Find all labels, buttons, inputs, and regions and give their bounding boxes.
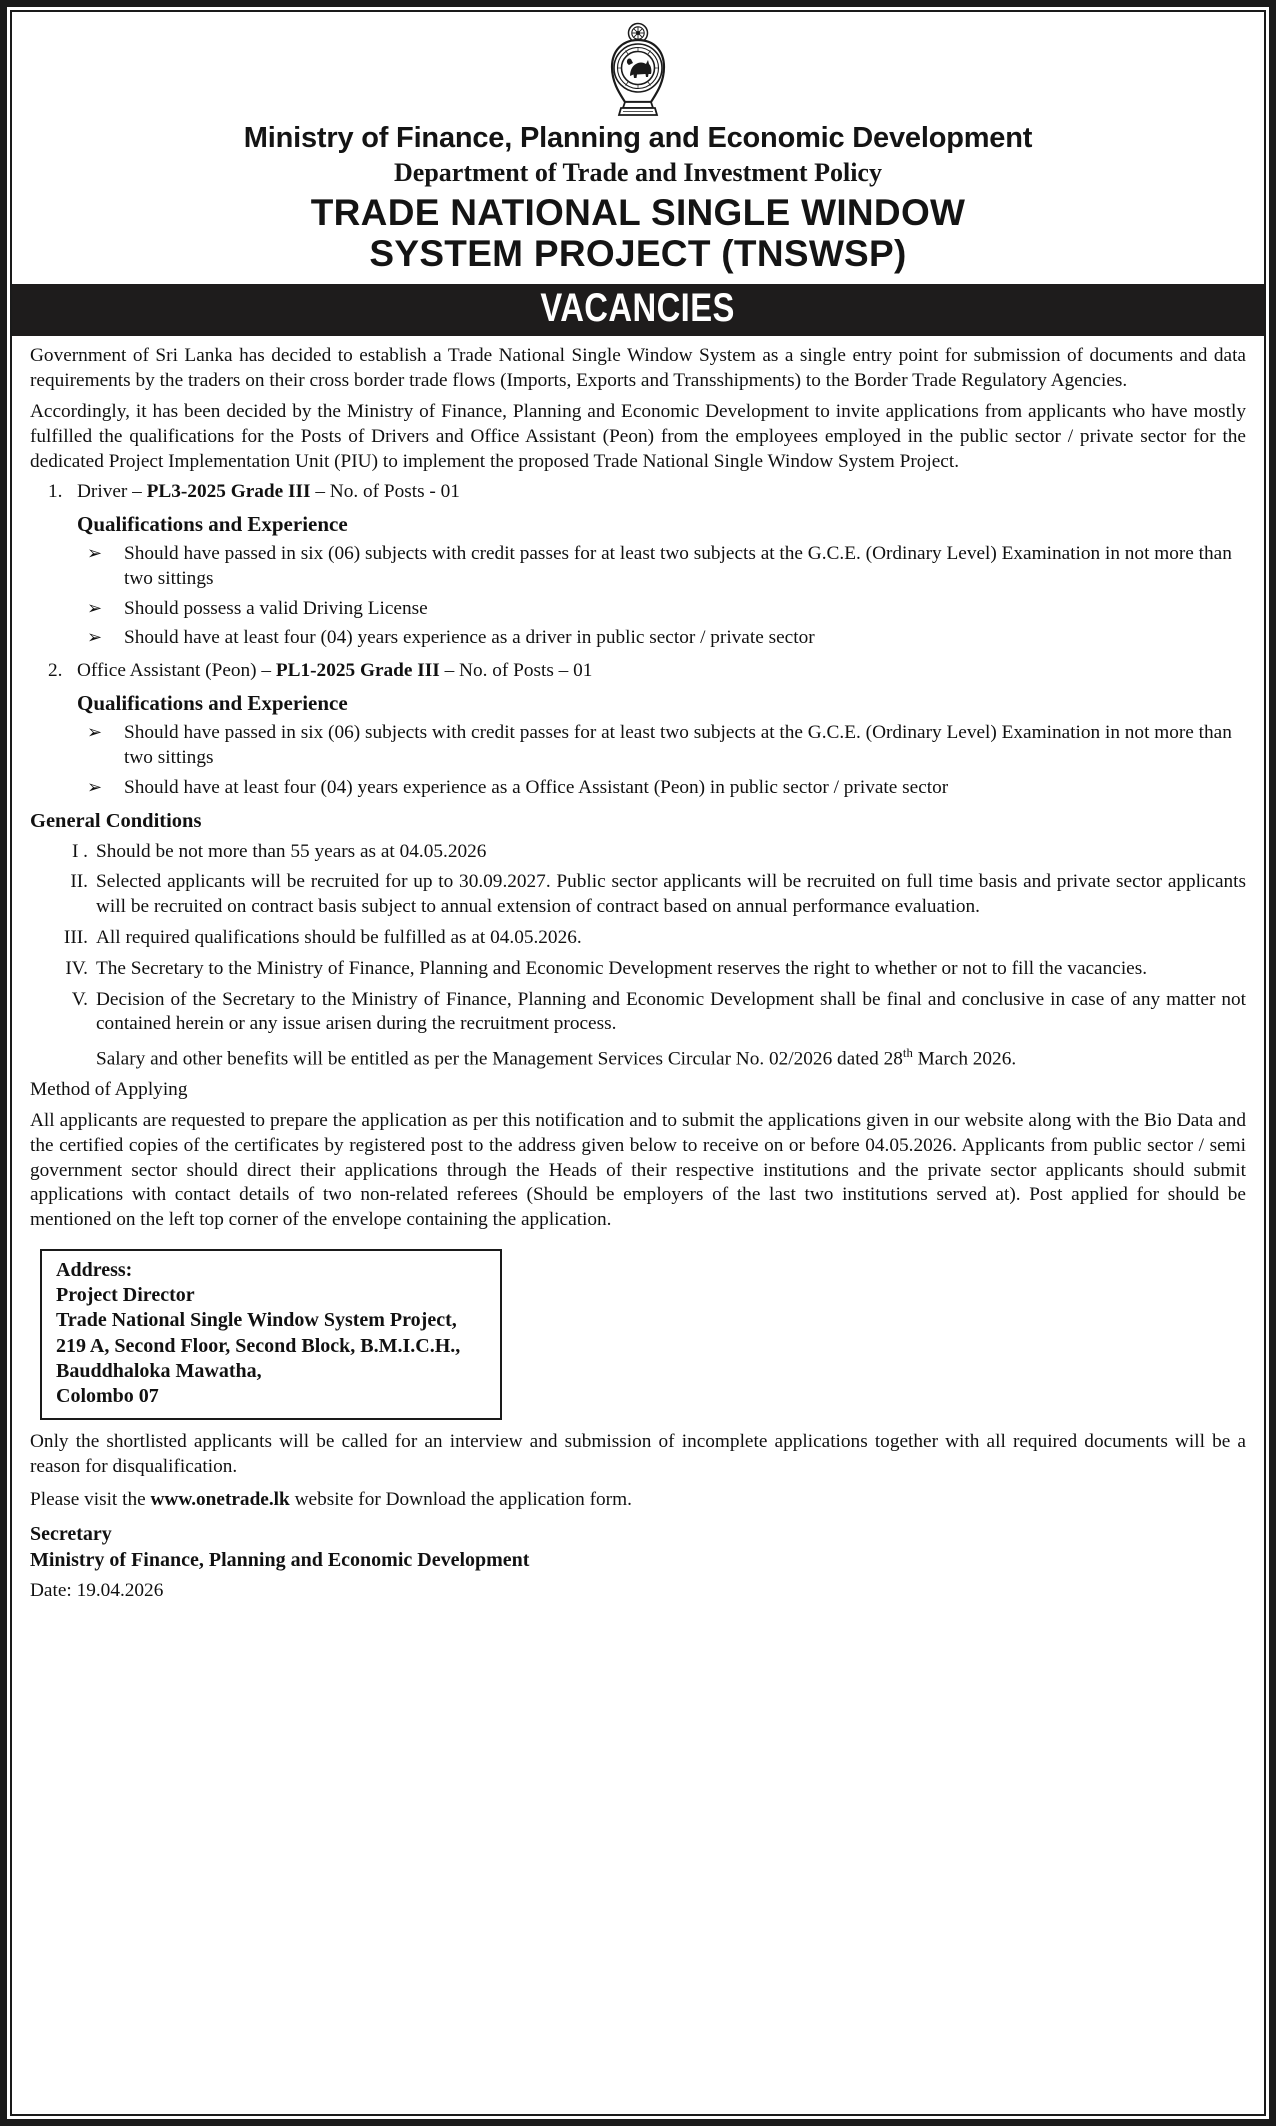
project-title bbox=[12, 192, 1264, 275]
arrow-bullet-icon: ➢ bbox=[87, 722, 103, 743]
project-title-line-2: SYSTEM PROJECT (TNSWSP) bbox=[369, 233, 907, 275]
qualification-text: Should have at least four (04) years experience as a Office Assistant (Peon) in public sector / private sector bbox=[124, 776, 949, 798]
condition-text: All required qualifications should be fulfilled as at 04.05.2026. bbox=[96, 927, 582, 949]
project-title-line-1: TRADE NATIONAL SINGLE WINDOW bbox=[310, 191, 966, 233]
salary-note bbox=[96, 1045, 1246, 1072]
post-number: 1. bbox=[48, 481, 63, 503]
condition-text: The Secretary to the Ministry of Finance, Planning and Economic Development reserves the right to whether or not to fill the vacancies. bbox=[96, 957, 1148, 979]
qualifications-heading: Qualifications and Experience bbox=[77, 512, 348, 537]
address-line: Address: bbox=[56, 1259, 133, 1282]
condition-numeral: II. bbox=[70, 871, 88, 893]
intro-paragraph-2: Accordingly, it has been decided by the Ministry of Finance, Planning and Economic Development to invite applications from applicants who have mostly fulfilled the qualifications for the Posts of Drivers and Office Assistant (Peon) from the employees employed in the public sector / private sector for the dedicated Project Implementation Unit (PIU) to implement the proposed Trade National Single Window System Project. bbox=[30, 401, 1246, 472]
vacancies-banner-label: VACANCIES bbox=[540, 286, 736, 331]
sri-lanka-national-emblem-icon bbox=[602, 20, 674, 120]
signatory-title: Secretary bbox=[30, 1522, 112, 1545]
qualification-list bbox=[77, 542, 1246, 651]
qualification-item bbox=[77, 776, 1246, 801]
address-line: Project Director bbox=[56, 1284, 195, 1307]
arrow-bullet-icon: ➢ bbox=[87, 543, 103, 564]
signatory-organisation: Ministry of Finance, Planning and Economic Development bbox=[30, 1548, 530, 1571]
shortlist-note: Only the shortlisted applicants will be called for an interview and submission of incomplete applications together with all required documents will be a reason for disqualification. bbox=[30, 1431, 1246, 1477]
salary-note-ordinal: th bbox=[902, 1046, 913, 1061]
qualification-text: Should have passed in six (06) subjects with credit passes for at least two subjects at the G.C.E. (Ordinary Level) Examination in not more than two sittings bbox=[124, 543, 1232, 589]
post-number: 2. bbox=[48, 660, 63, 682]
salary-note-pre: Salary and other benefits will be entitled as per the Management Services Circular No. 02/2026 dated 28 bbox=[96, 1048, 903, 1070]
condition-numeral: V. bbox=[71, 988, 88, 1010]
general-condition-item bbox=[30, 957, 1246, 982]
qualification-list bbox=[77, 721, 1246, 800]
qualification-text: Should possess a valid Driving License bbox=[124, 597, 428, 619]
post-item bbox=[30, 480, 1246, 651]
website-note bbox=[30, 1488, 1246, 1513]
masthead bbox=[12, 12, 1264, 282]
vacancies-banner bbox=[12, 284, 1264, 336]
general-condition-item bbox=[30, 840, 1246, 865]
post-title bbox=[77, 480, 1246, 505]
post-title bbox=[77, 659, 1246, 684]
general-condition-item bbox=[30, 926, 1246, 951]
general-conditions-heading: General Conditions bbox=[30, 810, 202, 833]
qualification-item bbox=[77, 542, 1246, 592]
qualification-text: Should have at least four (04) years experience as a driver in public sector / private sector bbox=[124, 627, 815, 649]
address-box bbox=[40, 1249, 502, 1420]
post-title-suffix: – No. of Posts – 01 bbox=[439, 660, 593, 682]
method-paragraph: All applicants are requested to prepare the application as per this notification and to submit the applications given in our website along with the Bio Data and the certified copies of the certificates by registered post to the address given below to receive on or before 04.05.2026. Applicants from public sector / semi government sector should direct their applications through the Heads of their respective institutions and the private sector applicants should submit applications with contact details of two non-related referees (Should be employers of the last two institutions served at). Post applied for should be mentioned on the left top corner of the envelope containing the application. bbox=[30, 1110, 1246, 1231]
condition-numeral: IV. bbox=[65, 957, 88, 979]
qualification-item bbox=[77, 597, 1246, 622]
general-condition-item bbox=[30, 870, 1246, 920]
address-line: 219 A, Second Floor, Second Block, B.M.I.C.H., bbox=[56, 1334, 461, 1357]
arrow-bullet-icon: ➢ bbox=[87, 597, 103, 618]
qualification-item bbox=[77, 626, 1246, 651]
address-line: Colombo 07 bbox=[56, 1384, 159, 1407]
post-item bbox=[30, 659, 1246, 800]
department-title: Department of Trade and Investment Policy bbox=[394, 158, 882, 188]
notice-date: Date: 19.04.2026 bbox=[30, 1579, 164, 1601]
website-note-pre: Please visit the bbox=[30, 1488, 151, 1510]
method-heading: Method of Applying bbox=[30, 1079, 188, 1101]
qualification-text: Should have passed in six (06) subjects with credit passes for at least two subjects at the G.C.E. (Ordinary Level) Examination in not more than two sittings bbox=[124, 722, 1232, 768]
salary-note-post: March 2026. bbox=[912, 1048, 1017, 1070]
condition-numeral: III. bbox=[63, 927, 88, 949]
general-condition-item bbox=[30, 988, 1246, 1038]
qualifications-heading: Qualifications and Experience bbox=[77, 691, 348, 716]
address-line: Trade National Single Window System Project, bbox=[56, 1309, 457, 1332]
arrow-bullet-icon: ➢ bbox=[87, 776, 103, 797]
ministry-title: Ministry of Finance, Planning and Economic Development bbox=[243, 122, 1033, 154]
post-grade: PL3-2025 Grade III bbox=[146, 481, 311, 503]
qualification-item bbox=[77, 721, 1246, 771]
post-title-suffix: – No. of Posts - 01 bbox=[310, 481, 460, 503]
address-line: Bauddhaloka Mawatha, bbox=[56, 1359, 262, 1382]
post-title-prefix: Office Assistant (Peon) – bbox=[77, 660, 276, 682]
notice-inner-frame bbox=[10, 10, 1266, 2116]
website-note-post: website for Download the application form. bbox=[289, 1488, 632, 1510]
arrow-bullet-icon: ➢ bbox=[87, 627, 103, 648]
website-link[interactable]: www.onetrade.lk bbox=[150, 1488, 290, 1510]
post-title-prefix: Driver – bbox=[77, 481, 147, 503]
general-conditions-list bbox=[30, 840, 1246, 1037]
condition-text: Decision of the Secretary to the Ministry of Finance, Planning and Economic Development shall be final and conclusive in case of any matter not contained herein or any issue arisen during the recruitment process. bbox=[96, 988, 1246, 1035]
post-list bbox=[30, 480, 1246, 800]
signature-block bbox=[30, 1521, 1246, 1573]
notice-body bbox=[12, 336, 1264, 2114]
post-grade: PL1-2025 Grade III bbox=[275, 660, 440, 682]
intro-paragraph-1: Government of Sri Lanka has decided to establish a Trade National Single Window System as a single entry point for submission of documents and data requirements by the traders on their cross border trade flows (Imports, Exports and Transshipments) to the Border Trade Regulatory Agencies. bbox=[30, 345, 1246, 392]
condition-numeral: I . bbox=[71, 840, 88, 862]
condition-text: Selected applicants will be recruited for up to 30.09.2027. Public sector applicants will be recruited on full time basis and private sector applicants will be recruited on contract basis subject to annual extension of contract based on annual performance evaluation. bbox=[96, 871, 1246, 918]
condition-text: Should be not more than 55 years as at 04.05.2026 bbox=[96, 840, 487, 862]
